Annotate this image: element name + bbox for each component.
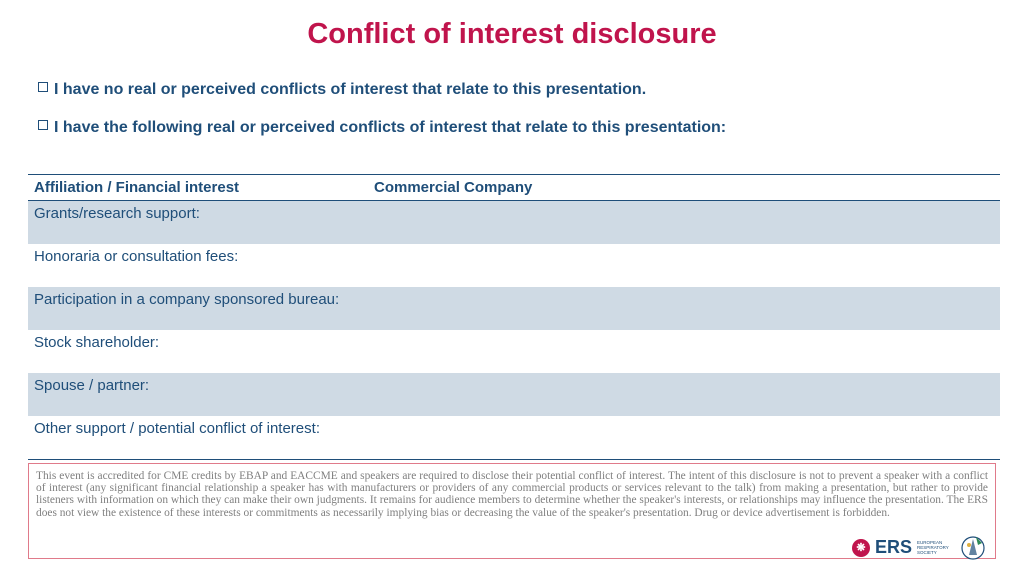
table-row bbox=[28, 330, 1000, 373]
row-label: Grants/research support: bbox=[28, 201, 374, 245]
row-label: Honoraria or consultation fees: bbox=[34, 248, 239, 265]
checkbox-icon[interactable] bbox=[38, 120, 48, 130]
option-no-conflicts[interactable] bbox=[38, 81, 646, 99]
table-header-row bbox=[28, 175, 1000, 201]
row-company bbox=[374, 373, 1000, 416]
crest-icon bbox=[960, 533, 986, 561]
disclaimer-text: This event is accredited for CME credits by EBAP and EACCME and speakers are required to disclose their potential conflict of interest. The intent of this disclosure is not to prevent a speaker with a conflict of interest (any significant financial relationship a speaker has with manufacturers or providers of any commercial products or services relevant to the talk) from making a presentation, but rather to provide listeners with information on which they can make their own judgments. It remains for audience members to determine whether the speaker's interests, or relationships may influence the presentation. The ERS does not view the existence of these interests or commitments as necessarily implying bias or decreasing the value of the speaker's presentation. Drug or device advertisement is forbidden. bbox=[28, 463, 996, 559]
option-label: I have the following real or perceived conflicts of interest that relate to this presentation: bbox=[54, 119, 727, 136]
ers-logo-name: ERS bbox=[875, 537, 913, 557]
row-label: Participation in a company sponsored bureau: bbox=[28, 287, 374, 330]
table-row bbox=[28, 201, 1000, 245]
table-row bbox=[28, 244, 1000, 287]
row-label: Other support / potential conflict of interest: bbox=[28, 416, 374, 460]
ers-logo-tagline: EUROPEAN RESPIRATORY SOCIETY bbox=[917, 540, 949, 555]
option-label: I have no real or perceived conflicts of interest that relate to this presentation. bbox=[54, 81, 647, 98]
row-company bbox=[374, 416, 1000, 460]
column-header-affiliation: Affiliation / Financial interest bbox=[28, 175, 374, 201]
checkbox-icon[interactable] bbox=[38, 82, 48, 92]
column-header-company: Commercial Company bbox=[374, 175, 1000, 201]
row-company bbox=[374, 201, 1000, 245]
page-title: Conflict of interest disclosure bbox=[307, 18, 717, 50]
ers-logo-icon: ❋ bbox=[852, 539, 870, 557]
ers-logo bbox=[852, 537, 957, 558]
row-company bbox=[374, 287, 1000, 330]
row-company bbox=[374, 330, 1000, 373]
row-company bbox=[374, 244, 1000, 287]
row-label: Spouse / partner: bbox=[28, 373, 374, 416]
table-row bbox=[28, 416, 1000, 460]
row-label: Stock shareholder: bbox=[34, 334, 160, 351]
option-has-conflicts[interactable] bbox=[38, 119, 726, 137]
conflicts-table bbox=[28, 174, 1000, 460]
table-row bbox=[28, 373, 1000, 416]
table-row bbox=[28, 287, 1000, 330]
